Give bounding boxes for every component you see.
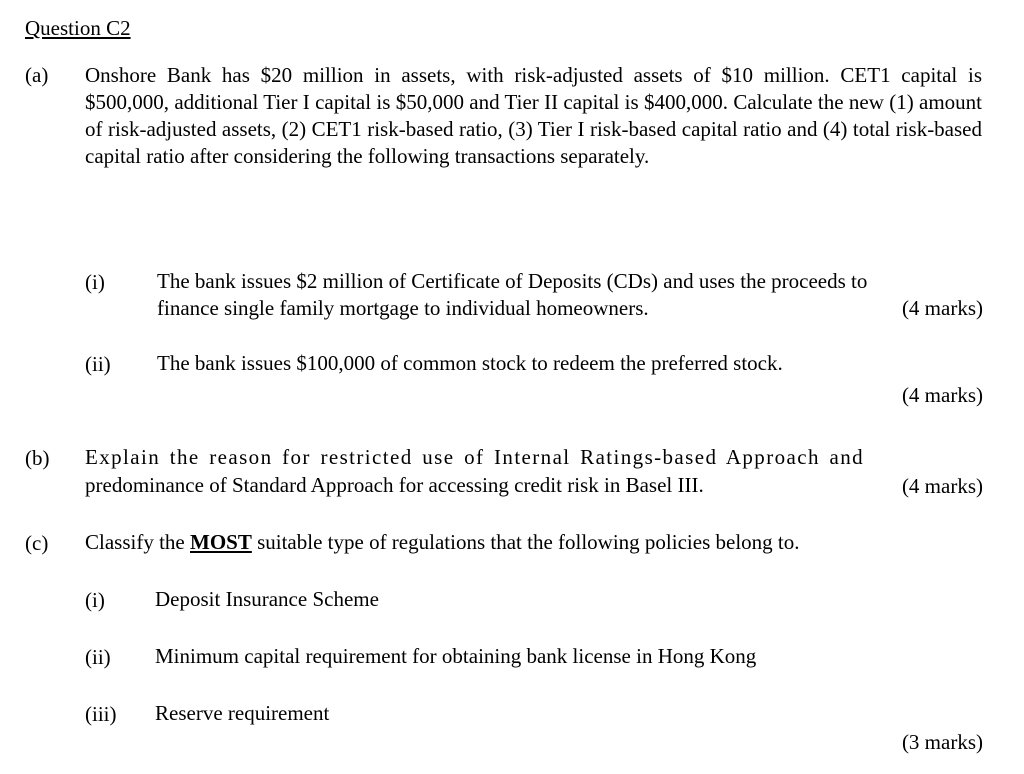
part-b-marks: (4 marks) bbox=[901, 474, 983, 498]
part-c-item-ii-text: Minimum capital requirement for obtaining bank license in Hong Kong bbox=[155, 644, 757, 668]
part-c-item-ii-label: (ii) bbox=[85, 645, 111, 669]
question-title: Question C2 bbox=[25, 16, 131, 40]
part-a-item-ii-label: (ii) bbox=[85, 352, 111, 376]
part-a-item-i-line1: The bank issues $2 million of Certificate of Deposits (CDs) and uses the proceeds to bbox=[157, 269, 868, 293]
part-b-line1: Explain the reason for restricted use of Internal Ratings-based Approach and bbox=[85, 445, 865, 469]
part-a-item-i-label: (i) bbox=[85, 270, 105, 294]
part-a-item-ii-line1: The bank issues $100,000 of common stock to redeem the preferred stock. bbox=[157, 351, 783, 375]
part-a-label: (a) bbox=[25, 63, 49, 87]
part-b-label: (b) bbox=[25, 446, 50, 470]
part-a-text: Onshore Bank has $20 million in assets, with risk-adjusted assets of $10 million. CET1 capital is $500,000, additional Tier I capital is $50,000 and Tier II capital is $400,000. Calculate the new (1) amount of risk-adjusted assets, (2) CET1 risk-based ratio, (3) Tier I risk-based capital ratio and (4) total risk-based capital ratio after considering the following transactions separately. bbox=[85, 63, 982, 168]
part-b-line2: predominance of Standard Approach for accessing credit risk in Basel III. bbox=[85, 473, 704, 497]
part-c-label: (c) bbox=[25, 531, 49, 555]
part-c-text-after: suitable type of regulations that the following policies belong to. bbox=[257, 530, 800, 554]
part-c-item-i-label: (i) bbox=[85, 588, 105, 612]
part-a-item-i-line2: finance single family mortgage to individual homeowners. bbox=[157, 296, 649, 320]
part-c-instruction bbox=[85, 529, 799, 556]
part-c-text-before: Classify the bbox=[85, 530, 185, 554]
part-a-item-ii-marks: (4 marks) bbox=[901, 383, 983, 407]
part-c-item-iii-text: Reserve requirement bbox=[155, 701, 330, 725]
part-c-marks: (3 marks) bbox=[901, 730, 983, 754]
part-c-item-iii-label: (iii) bbox=[85, 702, 117, 726]
part-a-item-i-marks: (4 marks) bbox=[901, 296, 983, 320]
part-c-item-i-text: Deposit Insurance Scheme bbox=[155, 587, 379, 611]
part-c-emphasis: MOST bbox=[190, 530, 252, 554]
